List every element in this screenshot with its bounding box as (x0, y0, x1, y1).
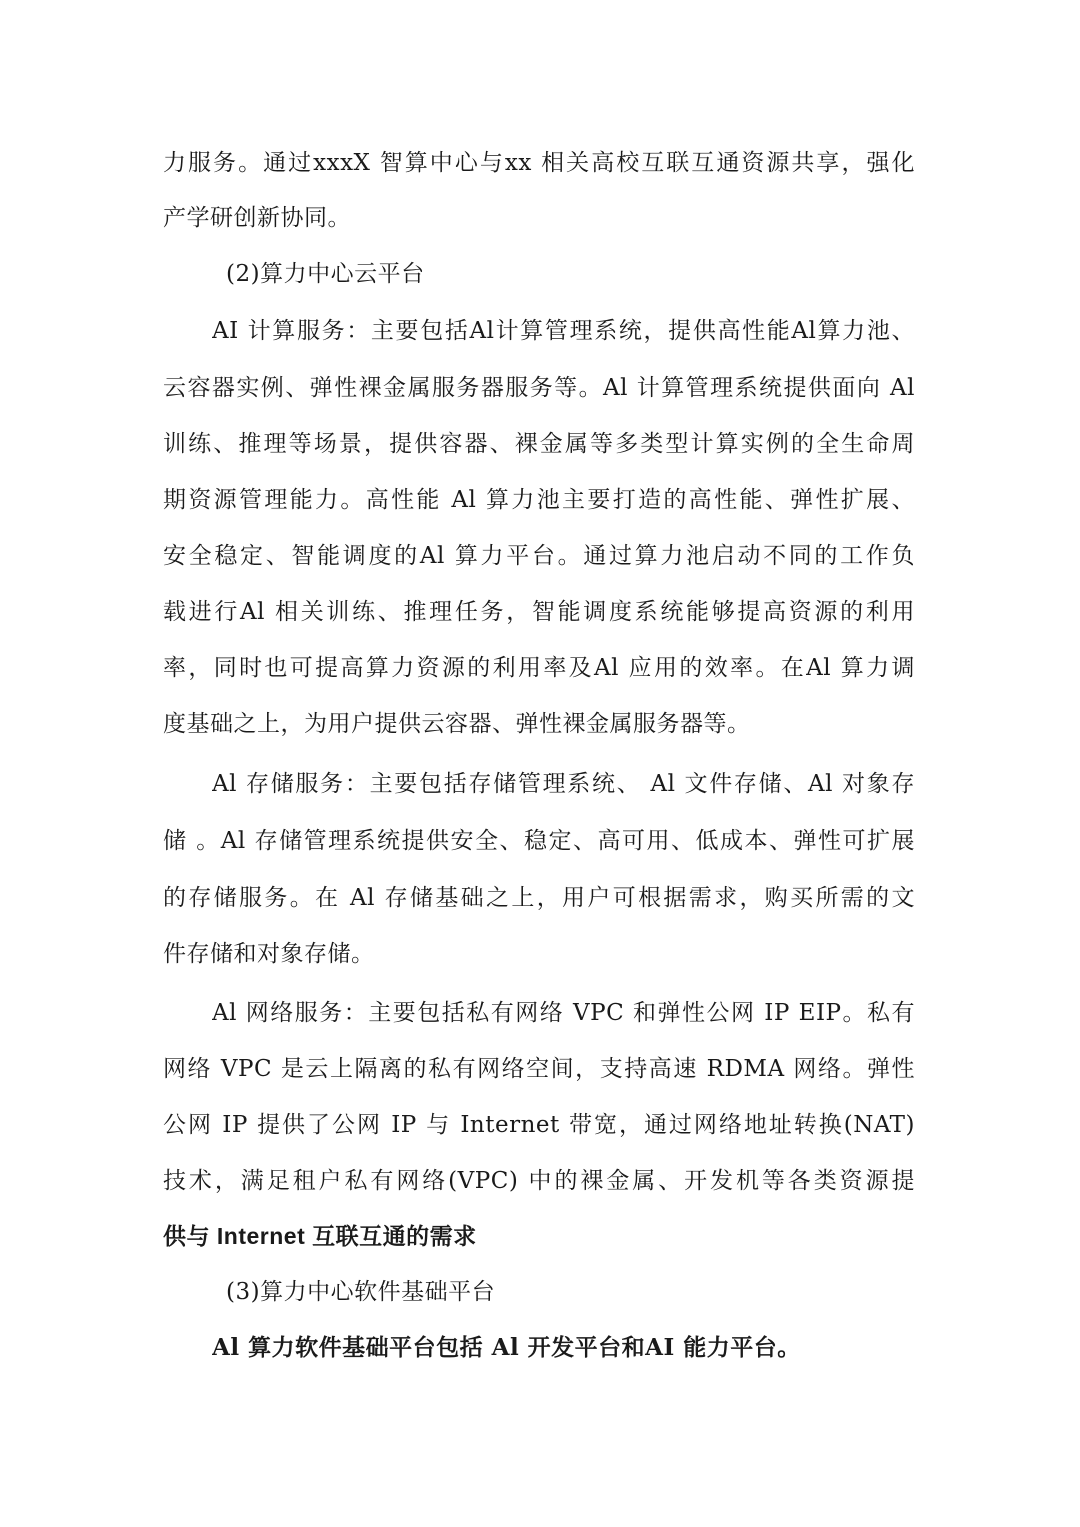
paragraph-line: Al 算力软件基础平台包括 Al 开发平台和AI 能力平台。 (212, 1334, 801, 1361)
paragraph-line: 公网 IP 提供了公网 IP 与 Internet 带宽，通过网络地址转换(NAT) (163, 1112, 915, 1138)
paragraph-line: 技术，满足租户私有网络(VPC) 中的裸金属、开发机等各类资源提 (163, 1168, 915, 1194)
paragraph-line: Al 网络服务：主要包括私有网络 VPC 和弹性公网 IP EIP。私有 (212, 1000, 915, 1026)
paragraph-line: 载进行Al 相关训练、推理任务，智能调度系统能够提高资源的利用 (163, 599, 915, 625)
paragraph-line: 的存储服务。在 Al 存储基础之上，用户可根据需求，购买所需的文 (163, 885, 915, 911)
paragraph-line: 云容器实例、弹性裸金属服务器服务等。Al 计算管理系统提供面向 Al (163, 375, 915, 401)
paragraph-line: 度基础之上，为用户提供云容器、弹性裸金属服务器等。 (163, 711, 751, 737)
paragraph-line: 供与 Internet 互联互通的需求 (163, 1223, 477, 1249)
section-heading: (2)算力中心云平台 (226, 261, 425, 287)
paragraph-line: 储 。Al 存储管理系统提供安全、稳定、高可用、低成本、弹性可扩展 (163, 828, 915, 854)
paragraph-line: 力服务。通过xxxX 智算中心与xx 相关高校互联互通资源共享，强化 (163, 150, 915, 176)
section-heading: (3)算力中心软件基础平台 (226, 1279, 496, 1305)
paragraph-line: 率，同时也可提高算力资源的利用率及Al 应用的效率。在Al 算力调 (163, 655, 915, 681)
paragraph-line: 件存储和对象存储。 (163, 941, 375, 967)
paragraph-line: AI 计算服务：主要包括Al计算管理系统，提供高性能Al算力池、 (212, 318, 915, 344)
paragraph-line: 网络 VPC 是云上隔离的私有网络空间，支持高速 RDMA 网络。弹性 (163, 1056, 915, 1082)
paragraph-line: 安全稳定、智能调度的Al 算力平台。通过算力池启动不同的工作负 (163, 543, 915, 569)
paragraph-line: 期资源管理能力。高性能 Al 算力池主要打造的高性能、弹性扩展、 (163, 487, 915, 513)
paragraph-line: 训练、推理等场景，提供容器、裸金属等多类型计算实例的全生命周 (163, 431, 915, 457)
paragraph-line: Al 存储服务：主要包括存储管理系统、 Al 文件存储、Al 对象存 (212, 771, 915, 797)
paragraph-line: 产学研创新协同。 (163, 205, 351, 231)
